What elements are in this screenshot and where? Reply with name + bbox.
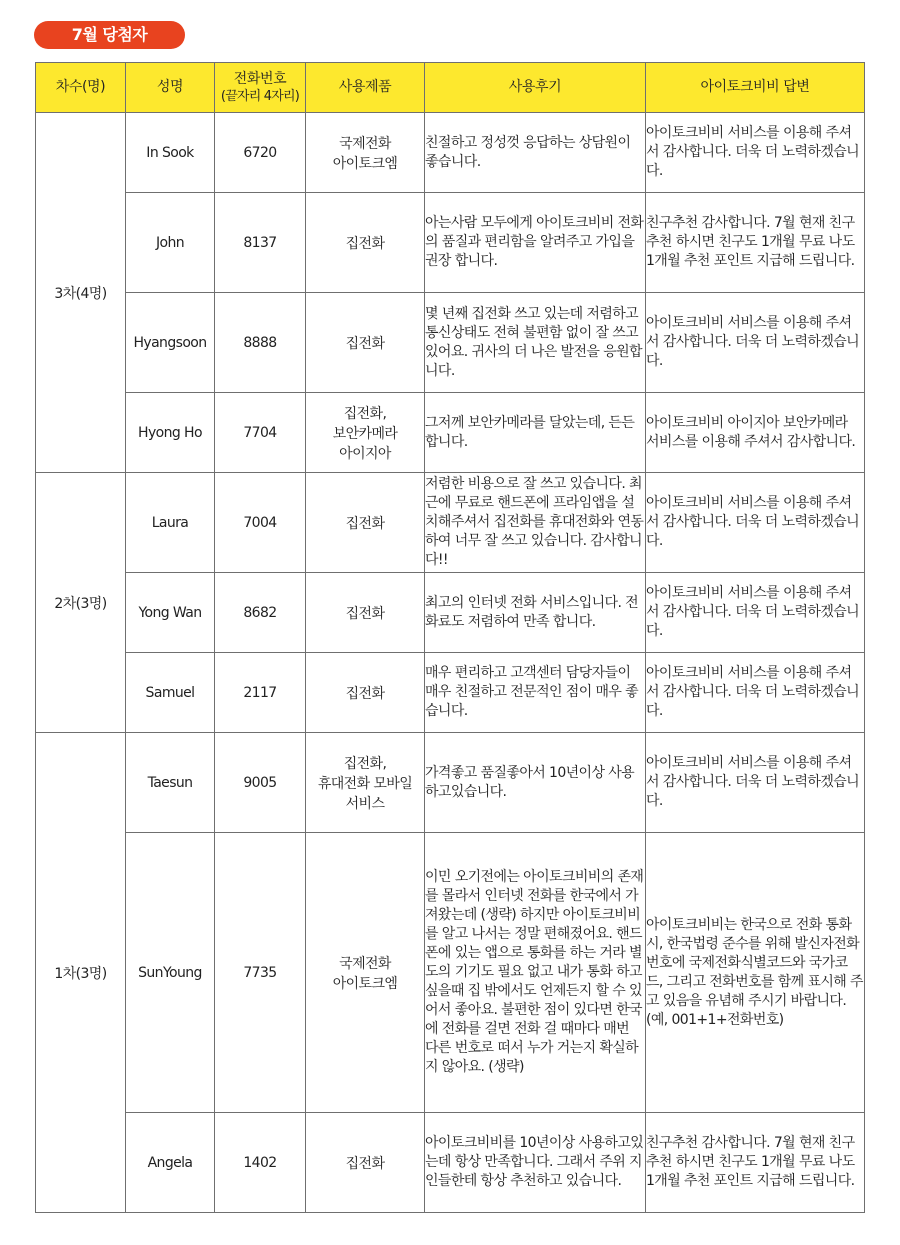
phone-cell: 7704 — [215, 393, 306, 473]
review-cell: 친절하고 정성껏 응답하는 상담원이 좋습니다. — [425, 113, 646, 193]
round-cell: 3차(4명) — [36, 113, 126, 473]
header-phone-line2: (끝자리 4자리) — [220, 88, 300, 104]
winners-table-body — [36, 113, 865, 1213]
name-cell: John — [126, 193, 215, 293]
phone-cell: 8682 — [215, 573, 306, 653]
phone-cell: 8137 — [215, 193, 306, 293]
product-cell: 집전화 — [306, 473, 425, 573]
product-cell: 집전화 — [306, 1113, 425, 1213]
reply-cell: 아이토크비비 서비스를 이용해 주셔서 감사합니다. 더욱 더 노력하겠습니다. — [646, 113, 865, 193]
table-row — [36, 473, 865, 573]
product-cell: 집전화 — [306, 193, 425, 293]
name-cell: Hyong Ho — [126, 393, 215, 473]
table-row — [36, 393, 865, 473]
table-row — [36, 733, 865, 833]
reply-cell: 아이토크비비 서비스를 이용해 주셔서 감사합니다. 더욱 더 노력하겠습니다. — [646, 473, 865, 573]
header-name: 성명 — [126, 63, 215, 113]
name-cell: Hyangsoon — [126, 293, 215, 393]
table-row — [36, 833, 865, 1113]
header-round: 차수(명) — [36, 63, 126, 113]
product-cell: 집전화 — [306, 293, 425, 393]
table-row — [36, 293, 865, 393]
review-cell: 몇 년째 집전화 쓰고 있는데 저렴하고 통신상태도 전혀 불편함 없이 잘 쓰고 있어요. 귀사의 더 나은 발전을 응원합니다. — [425, 293, 646, 393]
product-cell: 집전화, 휴대전화 모바일 서비스 — [306, 733, 425, 833]
table-header-row — [36, 63, 865, 113]
table-row — [36, 573, 865, 653]
round-cell: 1차(3명) — [36, 733, 126, 1213]
review-cell: 아는사람 모두에게 아이토크비비 전화의 품질과 편리함을 알려주고 가입을 권장 합니다. — [425, 193, 646, 293]
phone-cell: 7004 — [215, 473, 306, 573]
table-row — [36, 1113, 865, 1213]
header-phone-line1: 전화번호 — [233, 70, 287, 87]
product-cell: 집전화 — [306, 573, 425, 653]
phone-cell: 1402 — [215, 1113, 306, 1213]
reply-cell: 아이토크비비 서비스를 이용해 주셔서 감사합니다. 더욱 더 노력하겠습니다. — [646, 653, 865, 733]
name-cell: SunYoung — [126, 833, 215, 1113]
phone-cell: 6720 — [215, 113, 306, 193]
name-cell: Yong Wan — [126, 573, 215, 653]
review-cell: 최고의 인터넷 전화 서비스입니다. 전화료도 저렴하여 만족 합니다. — [425, 573, 646, 653]
product-cell: 국제전화 아이토크엠 — [306, 113, 425, 193]
reply-cell: 친구추천 감사합니다. 7월 현재 친구추천 하시면 친구도 1개월 무료 나도 1개월 추천 포인트 지급해 드립니다. — [646, 1113, 865, 1213]
review-cell: 저렴한 비용으로 잘 쓰고 있습니다. 최근에 무료로 핸드폰에 프라임앱을 설치해주셔서 집전화를 휴대전화와 연동하여 너무 잘 쓰고 있습니다. 감사합니다!! — [425, 473, 646, 573]
phone-cell: 8888 — [215, 293, 306, 393]
winners-table — [35, 62, 865, 1213]
table-row — [36, 193, 865, 293]
product-cell: 집전화, 보안카메라 아이지아 — [306, 393, 425, 473]
review-cell: 매우 편리하고 고객센터 담당자들이 매우 친절하고 전문적인 점이 매우 좋습니다. — [425, 653, 646, 733]
phone-cell: 7735 — [215, 833, 306, 1113]
name-cell: Samuel — [126, 653, 215, 733]
reply-cell: 아이토크비비 아이지아 보안카메라 서비스를 이용해 주셔서 감사합니다. — [646, 393, 865, 473]
table-row — [36, 113, 865, 193]
reply-cell: 아이토크비비 서비스를 이용해 주셔서 감사합니다. 더욱 더 노력하겠습니다. — [646, 573, 865, 653]
phone-cell: 2117 — [215, 653, 306, 733]
header-review: 사용후기 — [425, 63, 646, 113]
header-phone — [215, 63, 306, 113]
table-row — [36, 653, 865, 733]
name-cell: Angela — [126, 1113, 215, 1213]
review-cell: 이민 오기전에는 아이토크비비의 존재를 몰라서 인터넷 전화를 한국에서 가져왔는데 (생략) 하지만 아이토크비비를 알고 나서는 정말 편해졌어요. 핸드폰에 있는 앱으로 통화를 하는 거라 별도의 기기도 필요 없고 내가 통화 하고 싶을때 집 밖에서도 언제든지 할 수 있어서 좋아요. 불편한 점이 있다면 한국에 전화를 걸면 전화 걸 때마다 매번 다른 번호로 떠서 누가 거는지 확실하지 않아요. (생략) — [425, 833, 646, 1113]
round-cell: 2차(3명) — [36, 473, 126, 733]
review-cell: 아이토크비비를 10년이상 사용하고있는데 항상 만족합니다. 그래서 주위 지인들한테 항상 추천하고 있습니다. — [425, 1113, 646, 1213]
name-cell: Taesun — [126, 733, 215, 833]
month-winners-badge: 7월 당첨자 — [34, 21, 185, 49]
reply-cell: 아이토크비비 서비스를 이용해 주셔서 감사합니다. 더욱 더 노력하겠습니다. — [646, 733, 865, 833]
reply-cell: 아이토크비비 서비스를 이용해 주셔서 감사합니다. 더욱 더 노력하겠습니다. — [646, 293, 865, 393]
review-cell: 가격좋고 품질좋아서 10년이상 사용하고있습니다. — [425, 733, 646, 833]
product-cell: 국제전화 아이토크엠 — [306, 833, 425, 1113]
product-cell: 집전화 — [306, 653, 425, 733]
review-cell: 그저께 보안카메라를 달았는데, 든든합니다. — [425, 393, 646, 473]
name-cell: Laura — [126, 473, 215, 573]
header-reply: 아이토크비비 답변 — [646, 63, 865, 113]
phone-cell: 9005 — [215, 733, 306, 833]
name-cell: In Sook — [126, 113, 215, 193]
reply-cell: 아이토크비비는 한국으로 전화 통화시, 한국법령 준수를 위해 발신자전화번호에 국제전화식별코드와 국가코드, 그리고 전화번호를 함께 표시해 주고 있음을 유념해 주시기 바랍니다.(예, 001+1+전화번호) — [646, 833, 865, 1113]
header-product: 사용제품 — [306, 63, 425, 113]
reply-cell: 친구추천 감사합니다. 7월 현재 친구추천 하시면 친구도 1개월 무료 나도 1개월 추천 포인트 지급해 드립니다. — [646, 193, 865, 293]
